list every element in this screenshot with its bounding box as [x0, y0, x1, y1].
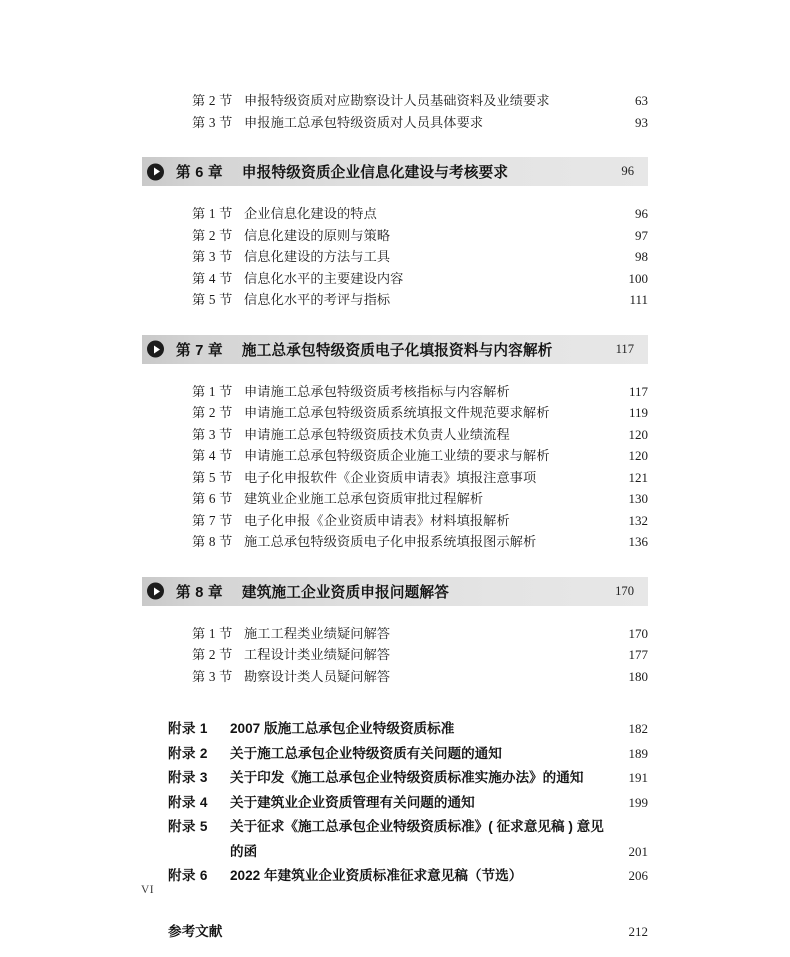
section-number: 第 5 节: [192, 292, 233, 307]
dot-leader: [486, 505, 619, 506]
section-number: 第 2 节: [192, 405, 233, 420]
dot-leader: [553, 419, 619, 420]
appendix-label: 附录 5: [168, 819, 208, 834]
dot-leader: [553, 107, 619, 108]
chapter-page-number: 96: [621, 164, 634, 178]
spacer: [142, 133, 648, 157]
section-number: 第 2 节: [192, 93, 233, 108]
section-page-number: 119: [628, 405, 648, 420]
section-title: 信息化建设的方法与工具: [244, 249, 391, 264]
play-circle-icon: [147, 341, 164, 358]
toc-section-row[interactable]: [142, 112, 648, 134]
chapter-8-section-list: [142, 623, 648, 688]
appendix-page-number: 191: [628, 770, 648, 785]
section-title: 勘察设计类人员疑问解答: [244, 668, 391, 684]
section-title: 施工工程类业绩疑问解答: [244, 625, 391, 641]
dot-leader: [380, 220, 619, 221]
appendix-title: 2022 年建筑业企业资质标准征求意见稿（节选）: [230, 868, 523, 883]
section-number: 第 3 节: [192, 668, 233, 684]
appendix-list: [142, 717, 648, 889]
appendix-title: 2007 版施工总承包企业特级资质标准: [230, 721, 455, 736]
toc-section-row[interactable]: [142, 268, 648, 290]
appendix-page-number: 189: [628, 745, 648, 761]
spacer: [142, 364, 648, 381]
section-page-number: 98: [635, 249, 648, 264]
dot-leader: [393, 263, 619, 264]
toc-section-row[interactable]: [142, 402, 648, 424]
section-title: 电子化申报《企业资质申请表》材料填报解析: [244, 512, 510, 528]
section-title: 电子化申报软件《企业资质申请表》填报注意事项: [244, 469, 537, 485]
section-number: 第 2 节: [192, 647, 233, 662]
chapter-number: 第 8 章: [176, 584, 223, 601]
dot-leader: [406, 284, 619, 285]
toc-section-row[interactable]: [142, 510, 648, 532]
spacer: [142, 606, 648, 623]
page-folio: VI: [141, 884, 155, 896]
chapter-page-number: 170: [615, 583, 634, 598]
references-label: 参考文献: [168, 923, 223, 939]
section-page-number: 120: [628, 426, 648, 442]
section-number: 第 7 节: [192, 512, 233, 528]
appendix-row[interactable]: [142, 864, 648, 889]
appendix-label: 附录 3: [168, 770, 208, 785]
appendix-page-number: 206: [628, 868, 648, 883]
section-number: 第 4 节: [192, 448, 233, 463]
section-page-number: 63: [635, 93, 648, 108]
section-title: 申请施工总承包特级资质系统填报文件规范要求解析: [244, 405, 550, 420]
appendix-label: 附录 1: [168, 721, 208, 736]
section-page-number: 180: [628, 668, 648, 684]
spacer: [142, 311, 648, 335]
chapter-page-number: 117: [615, 341, 634, 356]
references-row[interactable]: [142, 920, 648, 940]
section-page-number: 170: [628, 625, 648, 641]
chapter-header-6[interactable]: [142, 157, 648, 186]
section-page-number: 97: [635, 227, 648, 243]
section-page-number: 93: [635, 114, 648, 130]
chapter-title: 建筑施工企业资质申报问题解答: [241, 584, 450, 601]
section-page-number: 130: [628, 491, 648, 506]
chapter-number: 第 6 章: [176, 165, 223, 181]
appendix-row[interactable]: [142, 742, 648, 767]
appendix-row[interactable]: [142, 717, 648, 742]
toc-section-row[interactable]: [142, 246, 648, 268]
section-title: 建筑业企业施工总承包资质审批过程解析: [244, 491, 484, 506]
appendix-label: 附录 4: [168, 794, 208, 810]
toc-content: [142, 90, 648, 940]
chapter-number: 第 7 章: [176, 342, 223, 359]
chapter-6-section-list: [142, 203, 648, 311]
section-title: 施工总承包特级资质电子化申报系统填报图示解析: [244, 534, 537, 549]
dot-leader: [513, 526, 619, 527]
chapter-header-8[interactable]: [142, 577, 648, 606]
appendix-title: 关于印发《施工总承包企业特级资质标准实施办法》的通知: [230, 770, 584, 785]
section-title: 申请施工总承包特级资质企业施工业绩的要求与解析: [244, 448, 550, 463]
toc-section-row[interactable]: [142, 381, 648, 403]
section-number: 第 3 节: [192, 426, 233, 442]
play-circle-icon: [147, 163, 164, 180]
appendix-row[interactable]: [142, 815, 648, 864]
section-number: 第 1 节: [192, 383, 233, 399]
section-page-number: 117: [628, 383, 648, 399]
chapter-title: 申报特级资质企业信息化建设与考核要求: [241, 165, 509, 181]
section-page-number: 132: [628, 512, 648, 528]
section-title: 信息化水平的主要建设内容: [244, 270, 404, 286]
toc-section-row[interactable]: [142, 424, 648, 446]
appendix-title: 关于施工总承包企业特级资质有关问题的通知: [230, 745, 502, 761]
dot-leader: [539, 483, 619, 484]
section-title: 申请施工总承包特级资质考核指标与内容解析: [244, 383, 510, 399]
toc-section-row[interactable]: [142, 289, 648, 311]
appendix-page-number: 182: [628, 721, 648, 736]
section-title: 申报特级资质对应勘察设计人员基础资料及业绩要求: [244, 93, 550, 108]
spacer: [142, 186, 648, 203]
section-number: 第 5 节: [192, 469, 233, 485]
toc-section-row[interactable]: [142, 488, 648, 510]
carryover-section-list: [142, 90, 648, 133]
section-number: 第 8 节: [192, 534, 233, 549]
play-circle-icon: [147, 583, 164, 600]
section-number: 第 2 节: [192, 227, 233, 243]
toc-section-row[interactable]: [142, 225, 648, 247]
appendix-row[interactable]: [142, 791, 648, 816]
appendix-page-number: 201: [628, 843, 648, 859]
references-page-number: 212: [628, 923, 648, 939]
dot-leader: [513, 440, 619, 441]
dot-leader: [393, 661, 619, 662]
dot-leader: [553, 462, 619, 463]
appendix-row[interactable]: [142, 766, 648, 791]
toc-section-row[interactable]: [142, 644, 648, 666]
toc-section-row[interactable]: [142, 203, 648, 225]
chapter-title: 施工总承包特级资质电子化填报资料与内容解析: [241, 342, 553, 359]
section-title: 信息化建设的原则与策略: [244, 227, 391, 243]
appendix-label: 附录 6: [168, 868, 208, 883]
dot-leader: [513, 397, 619, 398]
section-page-number: 96: [635, 206, 648, 221]
section-title: 企业信息化建设的特点: [244, 206, 377, 221]
toc-section-row[interactable]: [142, 531, 648, 553]
dot-leader: [486, 128, 619, 129]
toc-section-row[interactable]: [142, 90, 648, 112]
toc-section-row[interactable]: [142, 467, 648, 489]
appendix-title: 关于征求《施工总承包企业特级资质标准》( 征求意见稿 ) 意见的函: [230, 819, 604, 859]
section-page-number: 121: [628, 469, 648, 485]
section-page-number: 120: [628, 448, 648, 463]
toc-section-row[interactable]: [142, 666, 648, 688]
section-number: 第 3 节: [192, 249, 233, 264]
appendix-page-number: 199: [628, 794, 648, 810]
section-page-number: 136: [628, 534, 648, 549]
section-number: 第 3 节: [192, 114, 233, 130]
section-number: 第 1 节: [192, 625, 233, 641]
dot-leader: [393, 306, 619, 307]
toc-section-row[interactable]: [142, 445, 648, 467]
section-page-number: 177: [628, 647, 648, 662]
toc-section-row[interactable]: [142, 623, 648, 645]
section-number: 第 6 节: [192, 491, 233, 506]
dot-leader: [393, 639, 619, 640]
chapter-header-7[interactable]: [142, 335, 648, 364]
section-title: 申请施工总承包特级资质技术负责人业绩流程: [244, 426, 510, 442]
appendix-label: 附录 2: [168, 745, 208, 761]
dot-leader: [539, 548, 619, 549]
appendix-title: 关于建筑业企业资质管理有关问题的通知: [230, 794, 475, 810]
dot-leader: [393, 241, 619, 242]
section-number: 第 4 节: [192, 270, 233, 286]
section-title: 信息化水平的考评与指标: [244, 292, 391, 307]
section-number: 第 1 节: [192, 206, 233, 221]
dot-leader: [393, 682, 619, 683]
section-title: 工程设计类业绩疑问解答: [244, 647, 391, 662]
section-title: 申报施工总承包特级资质对人员具体要求: [244, 114, 484, 130]
spacer: [142, 553, 648, 577]
section-page-number: 111: [629, 292, 648, 307]
section-page-number: 100: [628, 270, 648, 286]
chapter-7-section-list: [142, 381, 648, 553]
